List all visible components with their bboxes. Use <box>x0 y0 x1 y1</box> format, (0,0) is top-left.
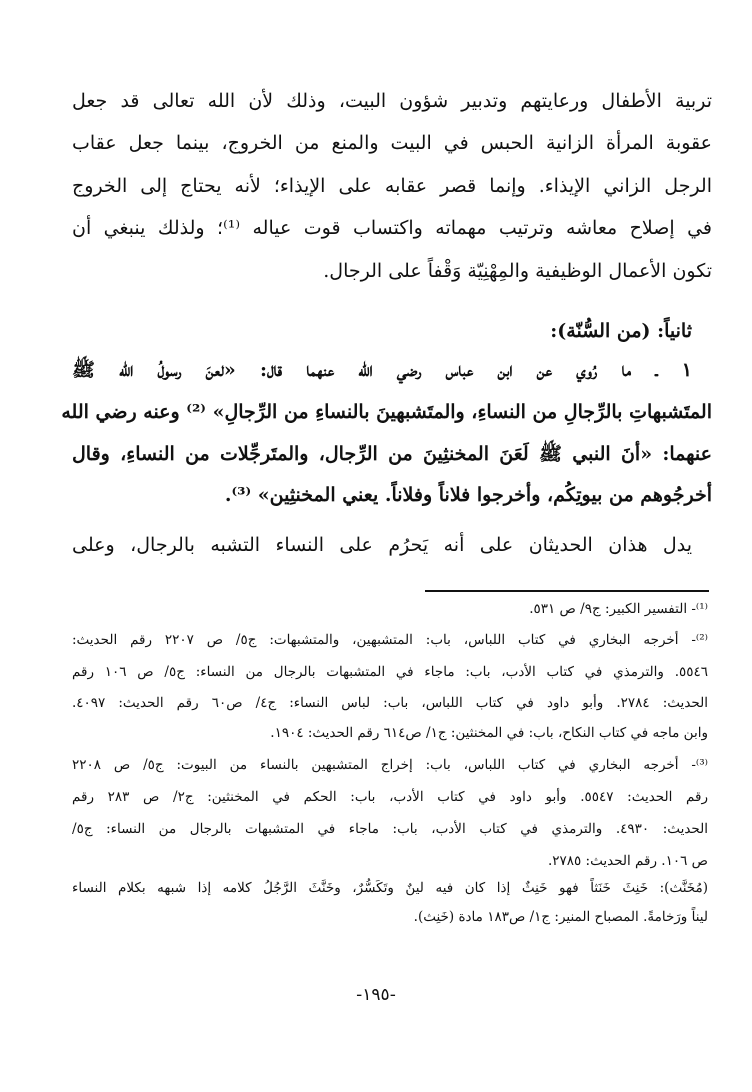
footnote-separator <box>425 590 709 592</box>
footnote-line: (مُخَنَّث): خَنِثَ خَنَثاً فهو خَنِثٌ إذا كان فيه لينٌ وتَكَسُّرٌ، وخَنَّثَ الرَّجُلُ كلامه إذا شبهه بكلام النساء <box>72 880 708 896</box>
text-line: تكون الأعمال الوظيفية والمِهْنِيّة وَقْفاً على الرجال. <box>323 260 712 282</box>
footnote-line: ⁽²⁾- أخرجه البخاري في كتاب اللباس، باب: المتشبهين، والمتشبهات: ج٥/ ص ٢٢٠٧ رقم الحديث: <box>72 632 708 648</box>
footnote-line: ص ١٠٦. رقم الحديث: ٢٧٨٥. <box>547 853 708 869</box>
footnote-line: وابن ماجه في كتاب النكاح، باب: في المخنثين: ج١/ ص٦١٤ رقم الحديث: ١٩٠٤. <box>270 725 708 741</box>
footnote-line: ليناً ورَخامةً. المصباح المنير: ج١/ ص١٨٣ مادة (خَنِث). <box>413 909 708 925</box>
text-line: عنهما: «أنَ النبي ﷺ لَعَنَ المخنثِينَ من الرِّجال، والمتَرجِّلات من النساءِ، وقال <box>72 443 712 465</box>
text-line: يدل هذان الحديثان على أنه يَحرُم على النساء التشبه بالرجال، وعلى <box>72 534 692 556</box>
text-line: أخرجُوهم من بيوتِكُم، وأخرجوا فلاناً وفلاناً. يعني المخنثِين» ⁽³⁾. <box>224 484 712 506</box>
footnote-line: ⁽³⁾- أخرجه البخاري في كتاب اللباس، باب: إخراج المتشبهين بالنساء من البيوت: ج٥/ ص ٢٢٠٨ <box>72 757 708 773</box>
footnote-line: رقم الحديث: ٥٥٤٧. وأبو داود في كتاب الأدب، باب: الحكم في المخنثين: ج٢/ ص ٢٨٣ رقم <box>72 789 708 805</box>
text-line: في إصلاح معاشه وترتيب مهماته واكتساب قوت عياله ⁽¹⁾؛ ولذلك ينبغي أن <box>72 217 712 239</box>
page-number: -١٩٥- <box>356 985 396 1005</box>
text-line: المتَشبهاتِ بالرِّجالِ من النساءِ، والمتَشبهينَ بالنساءِ من الرِّجالِ» ⁽²⁾ وعنه رضي الله <box>61 401 712 423</box>
text-line: الرجل الزاني الإيذاء. وإنما قصر عقابه على الإيذاء؛ لأنه يحتاج إلى الخروج <box>72 175 712 197</box>
footnote-line: الحديث: ٤٩٣٠. والترمذي في كتاب الأدب، باب: ماجاء في المتشبهات بالرجال من النساء: ج٥/ <box>72 821 708 837</box>
footnote-line: الحديث: ٢٧٨٤. وأبو داود في كتاب اللباس، باب: لباس النساء: ج٤/ ص٦٠ رقم الحديث: ٤٠٩٧. <box>72 695 708 711</box>
footnote-line: ٥٥٤٦. والترمذي في كتاب الأدب، باب: ماجاء في المتشبهات بالرجال من النساء: ج٥/ ص ١٠٦ رقم <box>72 664 709 680</box>
footnote-line: ⁽¹⁾- التفسير الكبير: ج٩/ ص ٥٣١. <box>529 601 708 617</box>
text-line: تربية الأطفال ورعايتهم وتدبير شؤون البيت، وذلك لأن الله تعالى قد جعل <box>72 90 712 112</box>
text-line: ١ ـ ما رُوي عن ابن عباس رضي الله عنهما قال: «لعنَ رسولُ الله ﷺ <box>72 359 692 381</box>
section-heading: ثانياً: (من السُّنّة): <box>550 320 692 342</box>
text-line: عقوبة المرأة الزانية الحبس في البيت والمنع من الخروج، بينما جعل عقاب <box>72 132 712 154</box>
